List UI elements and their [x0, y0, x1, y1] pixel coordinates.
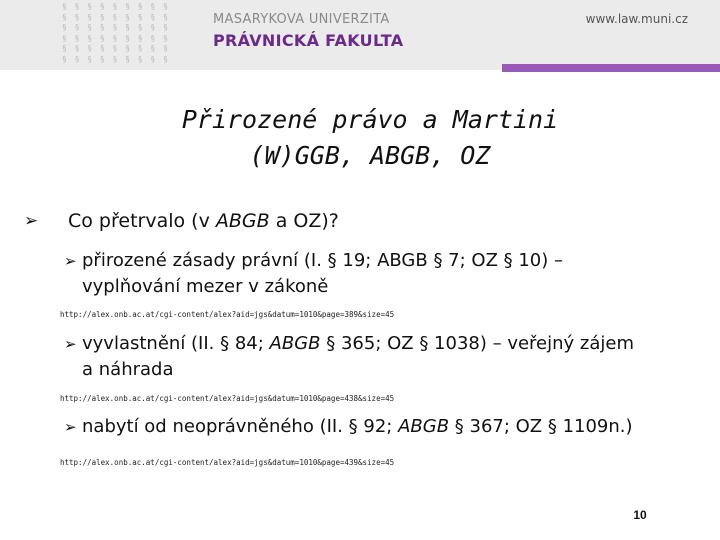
source-link-1[interactable]: http://alex.onb.ac.at/cgi-content/alex?aid=jgs&datum=1010&page=389&size=45	[60, 310, 395, 319]
page-number: 10	[633, 508, 647, 522]
arrow-bullet-icon: ➢	[64, 252, 77, 270]
sub-bullet-2-line-1	[64, 331, 694, 357]
site-url[interactable]: www.law.muni.cz	[585, 12, 688, 26]
sub-bullet-3-italic: ABGB	[398, 416, 450, 437]
sub-bullet-2-prefix: vyvlastnění (II. § 84;	[82, 333, 270, 354]
source-link-3[interactable]: http://alex.onb.ac.at/cgi-content/alex?aid=jgs&datum=1010&page=439&size=45	[60, 458, 395, 467]
sub-bullet-1-line-1: přirozené zásady právní (I. § 19; ABGB § 7; OZ § 10) –	[82, 250, 563, 271]
sub-bullet-3-line-1	[64, 414, 694, 440]
sub-bullet-1-line-2: vyplňování mezer v zákoně	[82, 276, 329, 297]
university-logo-pattern: § § § § § § § § § § § § § § § § § § § § § § § § § § § § § § § § § § § § § § § § § § § § § § § § § § § § § §	[62, 2, 170, 64]
bullet-text-prefix: Co přetrvalo (v	[68, 210, 216, 232]
sub-bullet-2-italic: ABGB	[269, 333, 321, 354]
bullet-text-italic: ABGB	[215, 210, 270, 232]
sub-bullet-1	[64, 248, 694, 300]
arrow-bullet-icon: ➢	[64, 335, 77, 353]
accent-bar	[502, 64, 720, 72]
title-line-2: (W)GGB, ABGB, OZ	[249, 141, 491, 170]
bullet-text	[68, 210, 339, 232]
sub-bullet-2	[64, 331, 694, 383]
source-link-2[interactable]: http://alex.onb.ac.at/cgi-content/alex?aid=jgs&datum=1010&page=438&size=45	[60, 394, 395, 403]
slide-title	[100, 102, 640, 174]
arrow-bullet-icon: ➢	[24, 211, 39, 231]
sub-bullet-3-suffix: § 367; OZ § 1109n.)	[449, 416, 633, 437]
faculty-name: PRÁVNICKÁ FAKULTA	[213, 31, 404, 50]
bullet-text-suffix: a OZ)?	[269, 210, 339, 232]
sub-bullet-3	[64, 414, 694, 440]
sub-bullet-3-prefix: nabytí od neoprávněného (II. § 92;	[82, 416, 399, 437]
arrow-bullet-icon: ➢	[64, 418, 77, 436]
university-name: MASARYKOVA UNIVERZITA	[213, 12, 390, 27]
sub-bullet-2-line-2: a náhrada	[82, 359, 174, 380]
sub-bullet-2-suffix: § 365; OZ § 1038) – veřejný zájem	[320, 333, 634, 354]
title-line-1: Přirozené právo a Martini	[181, 105, 559, 134]
